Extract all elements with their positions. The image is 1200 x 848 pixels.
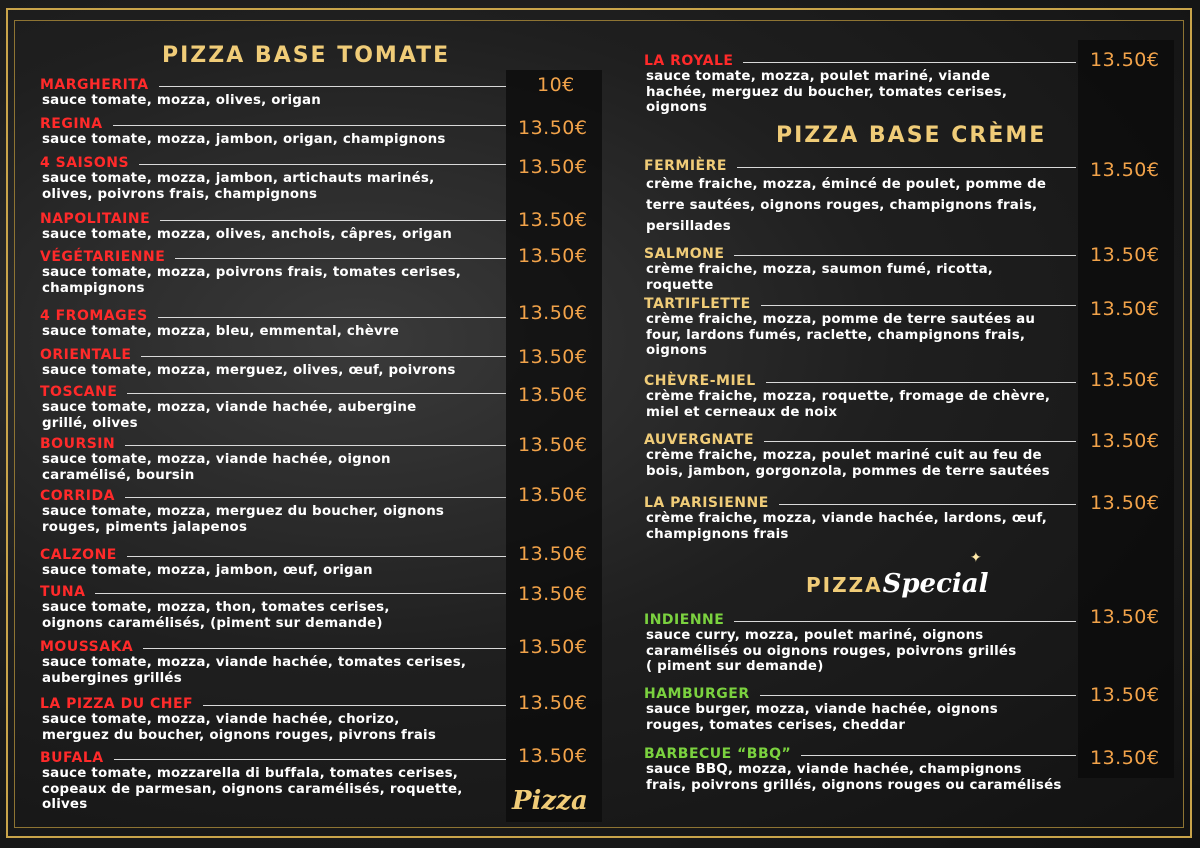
item-name: TOSCANE xyxy=(40,384,118,400)
menu-item xyxy=(644,746,1084,795)
right-price-strip xyxy=(1078,40,1174,778)
item-description-line: sauce tomate, mozza, jambon, œuf, origan xyxy=(42,563,373,578)
item-name: CHÈVRE-MIEL xyxy=(644,373,756,389)
item-description-line: sauce tomate, mozza, poivrons frais, tomates cerises, xyxy=(42,265,462,280)
item-description-line: sauce tomate, mozza, olives, anchois, câpres, origan xyxy=(42,227,452,242)
item-price: 13.50€ xyxy=(518,583,588,605)
item-name: AUVERGNATE xyxy=(644,432,755,448)
menu-item xyxy=(644,158,1084,234)
item-price: 13.50€ xyxy=(1090,492,1160,514)
item-name: INDIENNE xyxy=(644,612,725,628)
menu-item xyxy=(644,246,1084,295)
menu-item xyxy=(644,432,1084,481)
menu-item xyxy=(40,436,510,485)
leader-line xyxy=(766,382,1076,383)
item-price: 10€ xyxy=(537,74,575,96)
item-name: CORRIDA xyxy=(40,488,115,504)
item-name: REGINA xyxy=(40,116,103,132)
item-description-line: champignons frais xyxy=(646,526,789,542)
item-name: SALMONE xyxy=(644,246,725,262)
item-price: 13.50€ xyxy=(1090,684,1160,706)
item-name: NAPOLITAINE xyxy=(40,211,151,227)
item-price: 13.50€ xyxy=(518,245,588,267)
item-description-line: terre sautées, oignons rouges, champignons frais, xyxy=(646,198,1038,213)
menu-item xyxy=(40,116,510,150)
item-price: 13.50€ xyxy=(1090,298,1160,320)
menu-item xyxy=(40,584,510,633)
leader-line xyxy=(760,695,1076,696)
item-description-line: olives, poivrons frais, champignons xyxy=(42,186,318,202)
item-name: 4 FROMAGES xyxy=(40,308,148,324)
leader-line xyxy=(143,648,506,649)
item-name: BOURSIN xyxy=(40,436,116,452)
leader-line xyxy=(114,759,506,760)
item-name: FERMIÈRE xyxy=(644,158,727,174)
leader-line xyxy=(95,593,506,594)
item-description-line: olives xyxy=(42,797,88,812)
leader-line xyxy=(764,441,1076,442)
menu-item xyxy=(644,296,1084,361)
item-price: 13.50€ xyxy=(518,636,588,658)
item-description-line: crème fraiche, mozza, saumon fumé, ricotta, xyxy=(646,262,994,277)
creme-section-title: PIZZA BASE CRÈME xyxy=(776,123,1047,148)
pizza-logo: Pizza xyxy=(512,786,588,816)
item-description-line: caramélisés ou oignons rouges, poivrons grillés xyxy=(646,643,1017,659)
item-description-line: copeaux de parmesan, oignons caramélisés, roquette, xyxy=(42,781,463,797)
leader-line xyxy=(743,62,1076,63)
item-price: 13.50€ xyxy=(1090,747,1160,769)
item-description-line: aubergines grillés xyxy=(42,670,182,686)
item-price: 13.50€ xyxy=(518,484,588,506)
item-price: 13.50€ xyxy=(518,543,588,565)
menu-item xyxy=(40,77,510,111)
item-description-line: oignons xyxy=(646,343,708,358)
item-name: LA PIZZA DU CHEF xyxy=(40,696,194,712)
item-price: 13.50€ xyxy=(518,434,588,456)
leader-line xyxy=(159,86,506,87)
item-description-line: sauce tomate, mozza, bleu, emmental, chèvre xyxy=(42,324,400,339)
item-description-line: four, lardons fumés, raclette, champignons frais, xyxy=(646,327,1026,343)
menu-item xyxy=(40,347,510,381)
leader-line xyxy=(734,621,1076,622)
special-title-special: Special xyxy=(882,569,989,599)
item-description-line: hachée, merguez du boucher, tomates cerises, xyxy=(646,84,1008,100)
menu-item xyxy=(644,495,1084,544)
item-price: 13.50€ xyxy=(518,209,588,231)
item-name: 4 SAISONS xyxy=(40,155,130,171)
leader-line xyxy=(779,504,1076,505)
item-price: 13.50€ xyxy=(1090,606,1160,628)
item-price: 13.50€ xyxy=(518,745,588,767)
item-price: 13.50€ xyxy=(1090,244,1160,266)
item-description-line: sauce tomate, mozza, merguez du boucher, oignons xyxy=(42,504,445,519)
item-description-line: sauce tomate, mozza, poulet mariné, viande xyxy=(646,69,991,84)
leader-line xyxy=(175,258,506,259)
item-description-line: sauce tomate, mozzarella di buffala, tomates cerises, xyxy=(42,766,459,781)
menu-item xyxy=(40,547,510,581)
item-name: BARBECUE “BBQ” xyxy=(644,746,792,762)
menu-item xyxy=(40,308,510,342)
menu-item xyxy=(40,155,510,204)
leader-line xyxy=(125,445,506,446)
item-name: LA ROYALE xyxy=(644,53,734,69)
special-section-title xyxy=(806,569,989,599)
leader-line xyxy=(139,164,506,165)
item-price: 13.50€ xyxy=(518,156,588,178)
item-description-line: rouges, tomates cerises, cheddar xyxy=(646,717,906,733)
item-description-line: ( piment sur demande) xyxy=(646,659,824,674)
item-description-line: oignons caramélisés, (piment sur demande) xyxy=(42,615,383,631)
item-name: VÉGÉTARIENNE xyxy=(40,249,166,265)
menu-item xyxy=(40,639,510,688)
item-description-line: frais, poivrons grillés, oignons rouges ou caramélisés xyxy=(646,777,1062,793)
item-description-line: sauce BBQ, mozza, viande hachée, champignons xyxy=(646,762,1022,777)
leader-line xyxy=(113,125,506,126)
item-description-line: persillades xyxy=(646,219,731,234)
item-description-line: sauce tomate, mozza, viande hachée, chorizo, xyxy=(42,712,400,727)
menu-item xyxy=(40,211,510,245)
item-description-line: sauce tomate, mozza, viande hachée, tomates cerises, xyxy=(42,655,467,670)
leader-line xyxy=(761,305,1076,306)
item-name: ORIENTALE xyxy=(40,347,132,363)
tomate-section-title: PIZZA BASE TOMATE xyxy=(162,43,451,68)
item-description-line: crème fraiche, mozza, émincé de poulet, pomme de xyxy=(646,177,1047,192)
menu-item xyxy=(644,686,1084,735)
menu-item xyxy=(644,612,1084,677)
item-description-line: sauce tomate, mozza, jambon, artichauts marinés, xyxy=(42,171,435,186)
item-description-line: sauce tomate, mozza, viande hachée, oignon xyxy=(42,452,391,467)
item-description-line: miel et cerneaux de noix xyxy=(646,404,838,420)
item-description-line: merguez du boucher, oignons rouges, pivrons frais xyxy=(42,727,437,743)
sparkle-icon: ✦ xyxy=(970,550,982,566)
item-name: TUNA xyxy=(40,584,86,600)
item-name: BUFALA xyxy=(40,750,104,766)
item-description-line: grillé, olives xyxy=(42,415,138,431)
item-description-line: bois, jambon, gorgonzola, pommes de terre sautées xyxy=(646,463,1050,479)
item-price: 13.50€ xyxy=(518,346,588,368)
menu-item xyxy=(40,696,510,745)
menu-item xyxy=(40,750,510,815)
item-name: LA PARISIENNE xyxy=(644,495,769,511)
item-description-line: crème fraiche, mozza, roquette, fromage de chèvre, xyxy=(646,389,1051,404)
item-price: 13.50€ xyxy=(518,302,588,324)
item-description-line: rouges, piments jalapenos xyxy=(42,519,248,535)
leader-line xyxy=(160,220,506,221)
special-title-pizza: PIZZA xyxy=(806,573,883,597)
item-name: MARGHERITA xyxy=(40,77,149,93)
item-description-line: sauce tomate, mozza, olives, origan xyxy=(42,93,322,108)
menu-item xyxy=(40,488,510,537)
leader-line xyxy=(737,167,1076,168)
item-price: 13.50€ xyxy=(1090,159,1160,181)
item-price: 13.50€ xyxy=(1090,430,1160,452)
item-description-line: sauce curry, mozza, poulet mariné, oignons xyxy=(646,628,984,643)
leader-line xyxy=(127,393,506,394)
leader-line xyxy=(127,556,506,557)
leader-line xyxy=(734,255,1076,256)
item-price: 13.50€ xyxy=(518,117,588,139)
item-price: 13.50€ xyxy=(1090,49,1160,71)
item-description-line: oignons xyxy=(646,100,708,115)
item-description-line: sauce tomate, mozza, thon, tomates cerises, xyxy=(42,600,390,615)
item-name: CALZONE xyxy=(40,547,117,563)
menu-item xyxy=(40,249,510,298)
leader-line xyxy=(801,755,1076,756)
menu-item xyxy=(40,384,510,433)
item-description-line: sauce burger, mozza, viande hachée, oignons xyxy=(646,702,998,717)
item-description-line: caramélisé, boursin xyxy=(42,467,195,483)
item-description-line: crème fraiche, mozza, poulet mariné cuit au feu de xyxy=(646,448,1042,463)
item-description-line: roquette xyxy=(646,277,714,293)
item-price: 13.50€ xyxy=(518,384,588,406)
leader-line xyxy=(158,317,506,318)
menu-item xyxy=(644,373,1084,422)
item-description-line: crème fraiche, mozza, viande hachée, lardons, œuf, xyxy=(646,511,1048,526)
item-name: MOUSSAKA xyxy=(40,639,134,655)
leader-line xyxy=(125,497,506,498)
leader-line xyxy=(203,705,506,706)
item-price: 13.50€ xyxy=(1090,369,1160,391)
item-description-line: sauce tomate, mozza, viande hachée, aubergine xyxy=(42,400,417,415)
item-description-line: sauce tomate, mozza, merguez, olives, œuf, poivrons xyxy=(42,363,456,378)
item-price: 13.50€ xyxy=(518,692,588,714)
leader-line xyxy=(141,356,506,357)
item-name: HAMBURGER xyxy=(644,686,750,702)
item-description-line: crème fraiche, mozza, pomme de terre sautées au xyxy=(646,312,1036,327)
menu-item xyxy=(644,53,1084,118)
item-description-line: champignons xyxy=(42,280,145,296)
item-description-line: sauce tomate, mozza, jambon, origan, champignons xyxy=(42,132,446,147)
item-name: TARTIFLETTE xyxy=(644,296,751,312)
